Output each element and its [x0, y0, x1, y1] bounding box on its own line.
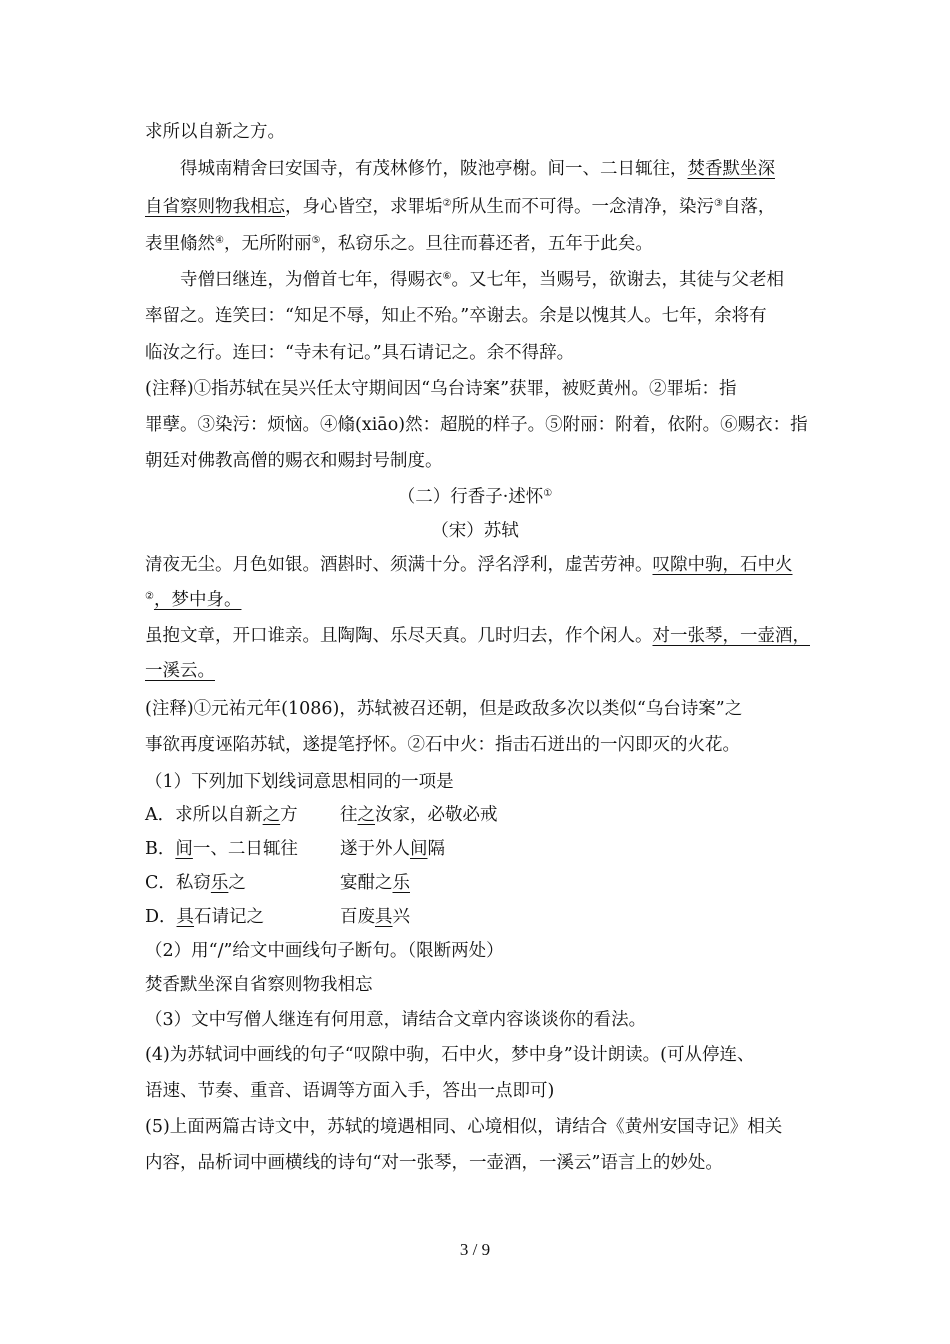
- footnote-mark: ⑥: [442, 271, 452, 282]
- question-5-cont: 内容，品析词中画横线的诗句“对一张琴，一壶酒，一溪云”语言上的妙处。: [145, 1153, 723, 1173]
- footnote-mark: ⑤: [311, 235, 321, 246]
- passage-line: 临汝之行。连曰：“寺未有记。”具石请记之。余不得辞。: [145, 343, 575, 363]
- footnote-mark: ④: [215, 235, 224, 246]
- footnote-mark: ②: [442, 198, 452, 209]
- poem-line: 虽抱文章，开口谁亲。且陶陶、乐尽天真。几时归去，作个闲人。对一张琴，一壶酒，: [145, 626, 810, 646]
- option-b: B．间一、二日辄往 遂于外人间隔: [145, 839, 445, 859]
- poem-line: 清夜无尘。月色如银。酒斟时、须满十分。浮名浮利，虚苦劳神。叹隙中驹，石中火: [145, 555, 793, 575]
- annotation-line: (注释)①指苏轼在吴兴任太守期间因“乌台诗案”获罪，被贬黄州。②罪垢：指: [145, 379, 737, 399]
- question-4-cont: 语速、节奏、重音、语调等方面入手，答出一点即可): [145, 1081, 555, 1101]
- poem-line: [145, 659, 215, 683]
- poem-line: [145, 588, 241, 612]
- passage-line: 求所以自新之方。: [145, 122, 285, 142]
- footnote-mark: ②: [145, 591, 154, 602]
- annotation-line: 朝廷对佛教高僧的赐衣和赐封号制度。: [145, 451, 443, 471]
- annotation-line: (注释)①元祐元年(1086)，苏轼被召还朝，但是政敌多次以类似“乌台诗案”之: [145, 699, 743, 719]
- footnote-mark: ③: [713, 198, 723, 209]
- underlined-verse: ，梦中身。: [153, 590, 242, 610]
- passage-line: 表里翛然④，无所附丽⑤，私窃乐之。旦往而暮还者，五年于此矣。: [145, 234, 653, 254]
- annotation-line: 事欲再度诬陷苏轼，遂提笔抒怀。②石中火：指击石迸出的一闪即灭的火花。: [145, 735, 740, 755]
- page-number: 3 / 9: [459, 1240, 491, 1259]
- poem-title: （二）行香子·述怀①: [397, 487, 553, 507]
- poem-author: （宋）苏轼: [431, 521, 519, 541]
- underlined-sentence: 自省察则物我相忘: [145, 197, 285, 217]
- option-d: D．具石请记之 百废具兴: [145, 907, 410, 927]
- question-4: (4)为苏轼词中画线的句子“叹隙中驹，石中火，梦中身”设计朗读。(可从停连、: [145, 1045, 755, 1065]
- question-3: （3）文中写僧人继连有何用意，请结合文章内容谈谈你的看法。: [145, 1010, 647, 1030]
- underlined-verse: 叹隙中驹，石中火: [652, 555, 793, 575]
- passage-line: 率留之。连笑曰：“知足不辱，知止不殆。”卒谢去。余是以愧其人。七年，余将有: [145, 306, 767, 326]
- passage-line: 自省察则物我相忘，身心皆空，求罪垢②所从生而不可得。一念清净，染污③自落，: [145, 197, 776, 217]
- passage-line: 得城南精舍曰安国寺，有茂林修竹，陂池亭榭。间一、二日辄往，焚香默坐深: [180, 159, 775, 179]
- option-a: A．求所以自新之方 往之汝家，必敬必戒: [145, 805, 498, 825]
- question-1: （1）下列加下划线词意思相同的一项是: [145, 772, 454, 792]
- question-2: （2）用“/”给文中画线句子断句。（限断两处）: [145, 941, 504, 961]
- annotation-line: 罪孽。③染污：烦恼。④翛(xiāo)然：超脱的样子。⑤附丽：附着，依附。⑥赐衣：指: [145, 415, 808, 435]
- question-5: (5)上面两篇古诗文中，苏轼的境遇相同、心境相似，请结合《黄州安国寺记》相关: [145, 1117, 783, 1137]
- underlined-sentence: 焚香默坐深: [687, 159, 775, 179]
- underlined-verse: 对一张琴，一壶酒，: [652, 626, 810, 646]
- option-c: C．私窃乐之 宴酣之乐: [145, 873, 410, 893]
- footnote-mark: ①: [543, 488, 553, 499]
- underlined-verse: 一溪云。: [145, 661, 215, 681]
- passage-line: 寺僧曰继连，为僧首七年，得赐衣⑥。又七年，当赐号，欲谢去，其徒与父老相: [180, 270, 784, 290]
- question-2-sentence: 焚香默坐深自省察则物我相忘: [145, 975, 373, 995]
